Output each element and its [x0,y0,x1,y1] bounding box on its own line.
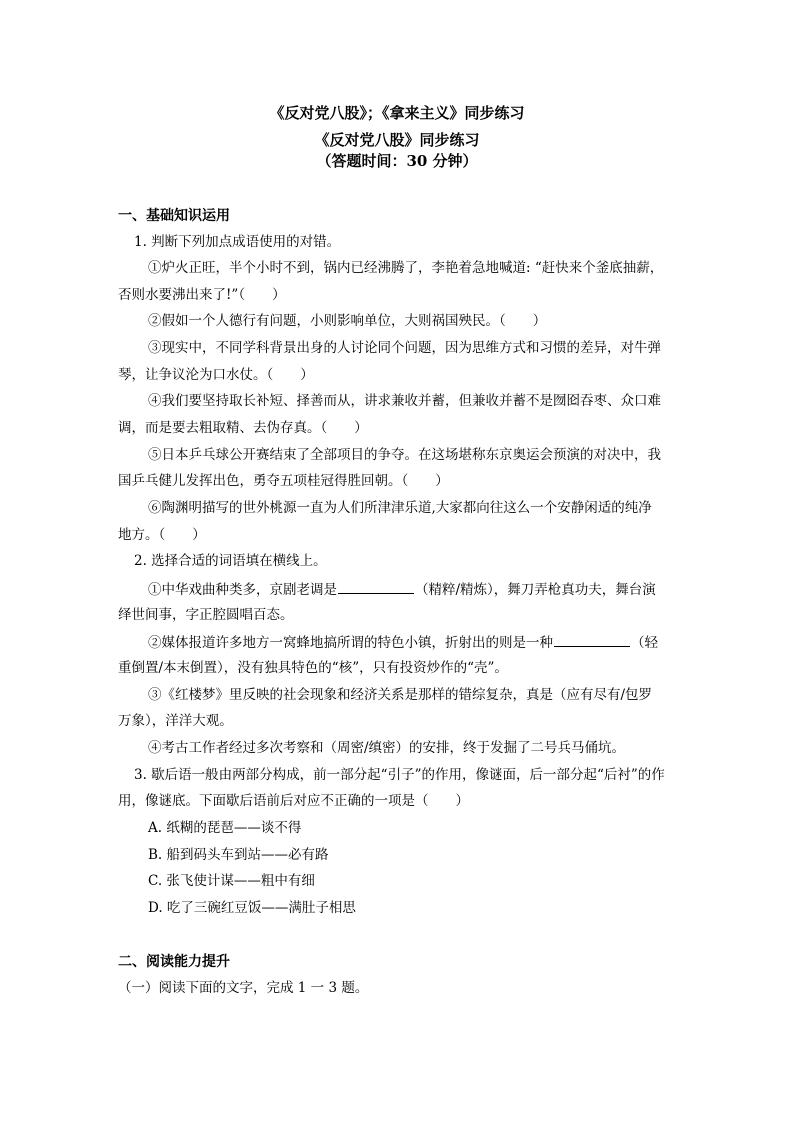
q2-item-1-text: ①中华戏曲种类多，京剧老调是 [148,582,337,598]
q2-item-1-options: （精粹/精炼），舞刀弄枪真功夫，舞台演 [415,582,656,598]
section-heading-reading: 二、阅读能力提升 [118,954,230,970]
q2-item-2-text: ②媒体报道许多地方一窝蜂地搞所谓的特色小镇，折射出的则是一种 [148,635,553,651]
q2-item-4: ④考古工作者经过多次考察和（周密/缜密）的安排，终于发掘了二号兵马俑坑。 [148,740,626,756]
q3-option-c: C. 张飞使计谋——粗中有细 [148,873,315,889]
section-heading-basic: 一、基础知识运用 [118,208,230,224]
question-2-stem: 2. 选择合适的词语填在横线上。 [134,553,327,569]
q2-item-2-cont: 重倒置/本末倒置），没有独具特色的“核”，只有投资炒作的“壳”。 [118,660,508,676]
q3-option-a: A. 纸糊的琵琶——谈不得 [148,820,302,836]
q1-item-4-cont: 调，而是要去粗取精、去伪存真。（ ） [118,420,368,436]
q1-item-2: ②假如一个人德行有问题，小则影响单位，大则祸国殃民。（ ） [148,313,547,329]
q1-item-3: ③现实中，不同学科背景出身的人讨论同个问题，因为思维方式和习惯的差异，对牛弹 [148,340,661,356]
question-1-stem: 1. 判断下列加点成语使用的对错。 [134,234,341,250]
q1-item-6: ⑥陶渊明描写的世外桃源一直为人们所津津乐道,大家都向往这么一个安静闲适的纯净 [148,500,652,516]
q1-item-3-cont: 琴，让争议沦为口水仗。（ ） [118,367,314,383]
answer-time: （答题时间：30 分钟） [316,152,478,170]
fill-blank[interactable] [338,579,414,594]
q1-item-5: ⑤日本乒乓球公开赛结束了全部项目的争夺。在这场堪称东京奥运会预演的对决中，我 [148,447,661,463]
q1-item-5-cont: 国乒乓健儿发挥出色，勇夺五项桂冠得胜回朝。（ ） [118,473,449,489]
q2-item-2-options: （轻 [631,635,658,651]
q1-item-6-cont: 地方。（ ） [118,527,206,543]
q2-item-1 [148,579,656,599]
fill-blank[interactable] [554,632,630,647]
question-3-stem-cont: 用，像谜底。下面歇后语前后对应不正确的一项是（ ） [118,793,469,809]
question-3-stem: 3. 歇后语一般由两部分构成，前一部分起“引子”的作用，像谜面，后一部分起“后衬”的作 [134,767,665,783]
q3-option-d: D. 吃了三碗红豆饭——满肚子相思 [148,900,356,916]
q1-item-1-cont: 否则水要沸出来了!”（ ） [118,287,286,303]
q2-item-3: ③《红楼梦》里反映的社会现象和经济关系是那样的错综复杂，真是（应有尽有/包罗 [148,687,653,703]
q2-item-2 [148,632,658,652]
q3-option-b: B. 船到码头车到站——必有路 [148,847,329,863]
document-subtitle: 《反对党八股》同步练习 [314,131,480,149]
q2-item-1-cont: 绎世间事，字正腔圆唱百态。 [118,607,294,623]
q1-item-4: ④我们要坚持取长补短、择善而从，讲求兼收并蓄，但兼收并蓄不是囫囵吞枣、众口难 [148,393,661,409]
q1-item-1: ①炉火正旺，半个小时不到，锅内已经沸腾了，李艳着急地喊道: “赶快来个釜底抽薪， [148,260,664,276]
reading-instruction: （一）阅读下面的文字，完成 1 一 3 题。 [118,980,369,996]
q2-item-3-cont: 万象），洋洋大观。 [118,713,233,729]
document-title: 《反对党八股》；《拿来主义》同步练习 [269,104,525,122]
